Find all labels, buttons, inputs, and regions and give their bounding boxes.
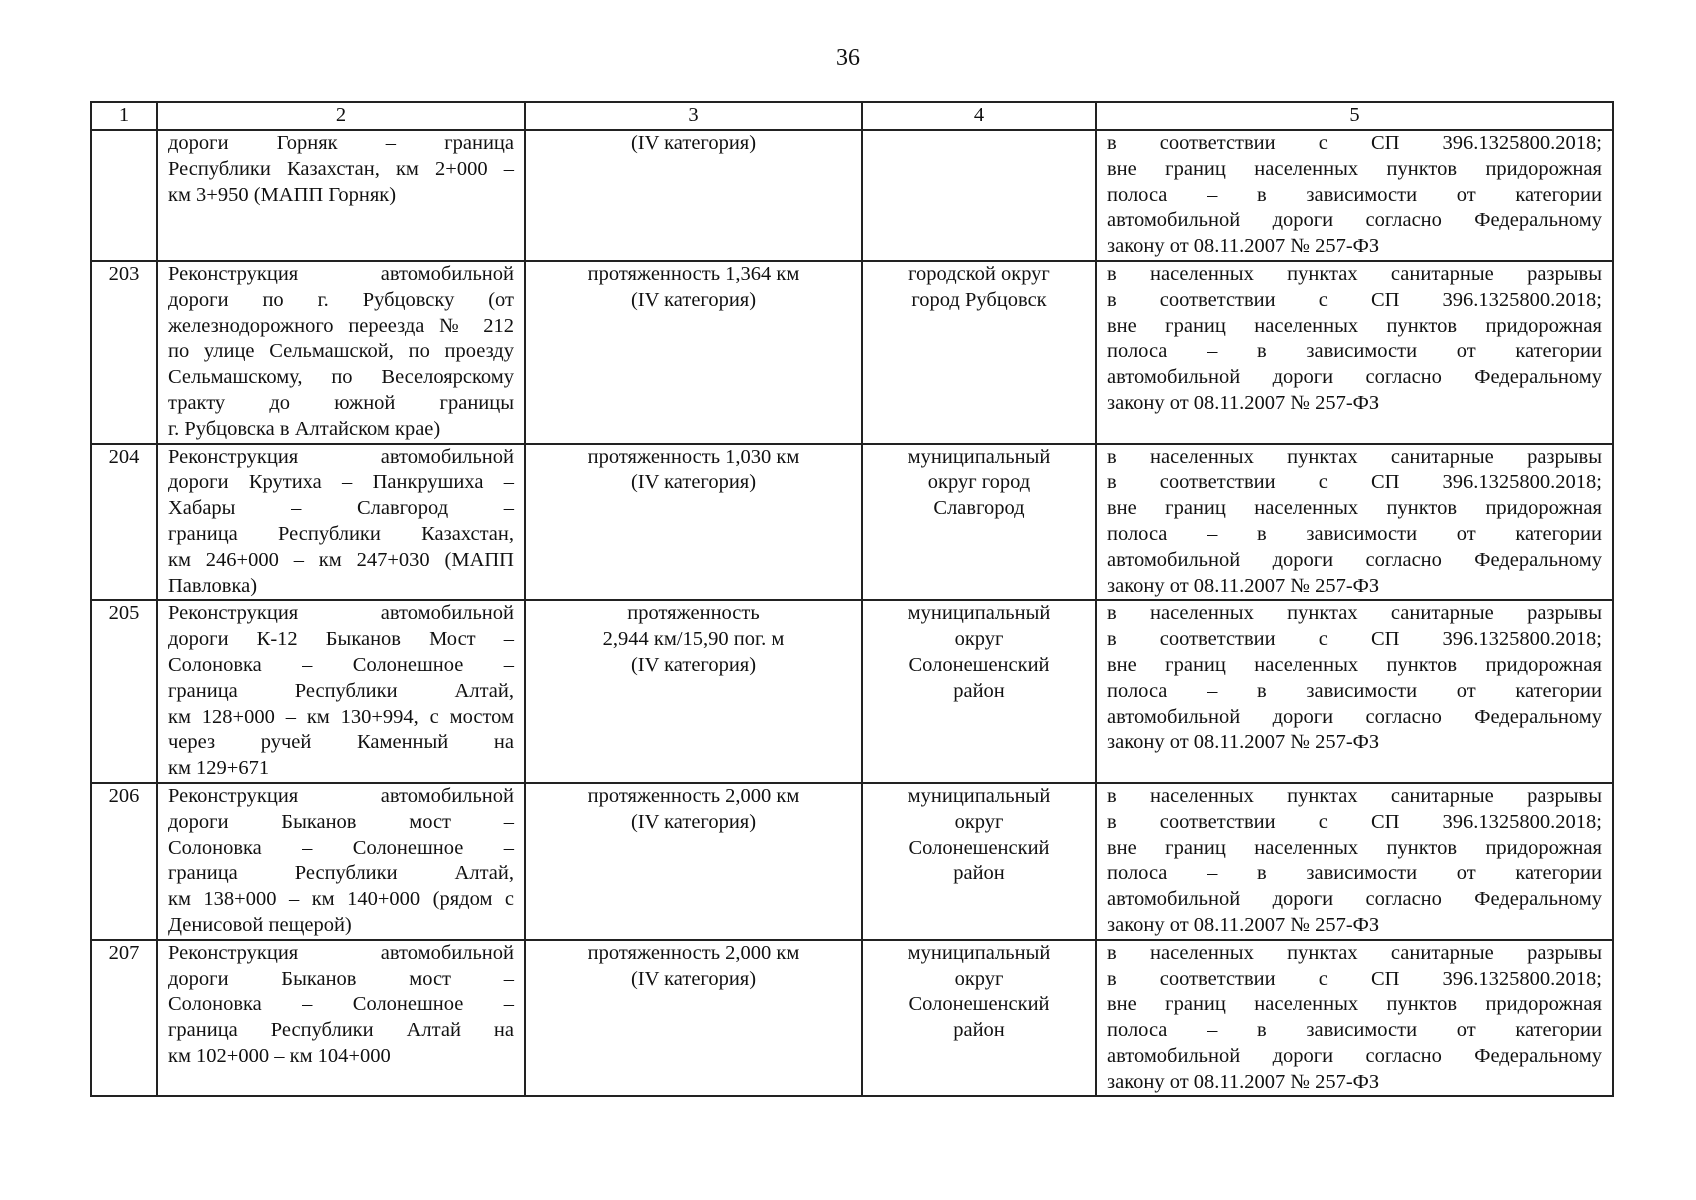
zone-description-cell <box>1096 600 1613 783</box>
name-line: Павловка) <box>168 574 258 597</box>
location-line: муниципальный <box>907 941 1051 964</box>
zone-description-cell <box>1096 783 1613 940</box>
zone-line: полоса – в зависимости от категории <box>1107 183 1602 206</box>
name-line: граница Республики Алтай, <box>168 862 514 885</box>
extent-line: (IV категория) <box>630 288 757 311</box>
zone-line: полоса – в зависимости от категории <box>1107 340 1602 363</box>
location-cell <box>862 261 1096 444</box>
zone-line: автомобильной дороги согласно Федеральному <box>1107 888 1602 911</box>
zone-line: вне границ населенных пунктов придорожная <box>1107 314 1602 337</box>
column-number-header-row <box>91 102 1613 130</box>
location-line: округ <box>954 810 1004 833</box>
name-line: дороги по г. Рубцовску (от <box>168 288 514 311</box>
name-line: Денисовой пещерой) <box>168 913 352 936</box>
row-number-cell: 203 <box>91 261 157 444</box>
table-body <box>91 130 1613 1096</box>
name-line: Реконструкция автомобильной <box>168 941 514 964</box>
extent-line: (IV категория) <box>630 810 757 833</box>
object-name-cell <box>157 261 525 444</box>
zone-line: закону от 08.11.2007 № 257-ФЗ <box>1107 391 1380 414</box>
zone-line: в населенных пунктах санитарные разрывы <box>1107 445 1602 468</box>
name-line: Реконструкция автомобильной <box>168 445 514 468</box>
name-line: Хабары – Славгород – <box>168 497 514 520</box>
extent-category-cell <box>525 783 862 940</box>
zone-line: закону от 08.11.2007 № 257-ФЗ <box>1107 1070 1380 1093</box>
name-line: Солоновка – Солонешное – <box>168 653 514 676</box>
object-name-cell <box>157 130 525 261</box>
zone-line: вне границ населенных пунктов придорожная <box>1107 836 1602 859</box>
extent-line: 2,944 км/15,90 пог. м <box>602 628 785 651</box>
location-line: округ город <box>927 471 1031 494</box>
name-line: км 138+000 – км 140+000 (рядом с <box>168 888 514 911</box>
zone-line: вне границ населенных пунктов придорожная <box>1107 993 1602 1016</box>
location-cell <box>862 783 1096 940</box>
extent-category-cell <box>525 940 862 1097</box>
location-line: район <box>953 1019 1005 1042</box>
zone-line: в соответствии с СП 396.1325800.2018; <box>1107 132 1602 154</box>
zone-line: автомобильной дороги согласно Федеральному <box>1107 705 1602 728</box>
zone-line: полоса – в зависимости от категории <box>1107 862 1602 885</box>
name-line: дороги К-12 Быканов Мост – <box>168 628 514 651</box>
location-cell <box>862 444 1096 601</box>
location-line: городской округ <box>908 262 1050 285</box>
name-line: по улице Сельмашской, по проезду <box>168 340 514 363</box>
location-cell <box>862 940 1096 1097</box>
location-line: муниципальный <box>907 445 1051 468</box>
zone-line: полоса – в зависимости от категории <box>1107 1019 1602 1042</box>
location-line: муниципальный <box>907 602 1051 625</box>
zone-line: закону от 08.11.2007 № 257-ФЗ <box>1107 574 1380 597</box>
name-line: км 246+000 – км 247+030 (МАПП <box>168 548 514 571</box>
zone-line: в населенных пунктах санитарные разрывы <box>1107 602 1602 625</box>
name-line: Реконструкция автомобильной <box>168 784 514 807</box>
object-name-cell <box>157 783 525 940</box>
name-line: дороги Быканов мост – <box>168 810 514 833</box>
table-row <box>91 600 1613 783</box>
page-number: 36 <box>836 45 860 71</box>
object-name-cell <box>157 600 525 783</box>
location-cell <box>862 130 1096 261</box>
row-number-cell: 206 <box>91 783 157 940</box>
location-cell <box>862 600 1096 783</box>
zone-line: вне границ населенных пунктов придорожная <box>1107 157 1602 180</box>
column-header-3: 3 <box>525 102 862 130</box>
table-row <box>91 783 1613 940</box>
name-line: км 128+000 – км 130+994, с мостом <box>168 705 514 728</box>
object-name-cell <box>157 940 525 1097</box>
extent-line: протяженность <box>627 602 760 625</box>
table-row <box>91 940 1613 1097</box>
name-line: Реконструкция автомобильной <box>168 602 514 625</box>
extent-line: протяженность 1,030 км <box>587 445 800 468</box>
extent-line: протяженность 1,364 км <box>587 262 800 285</box>
zone-line: автомобильной дороги согласно Федеральному <box>1107 209 1602 232</box>
extent-line: (IV категория) <box>630 471 757 494</box>
extent-category-cell <box>525 130 862 261</box>
name-line: Солоновка – Солонешное – <box>168 836 514 859</box>
table-row <box>91 444 1613 601</box>
row-number-cell: 204 <box>91 444 157 601</box>
zone-line: в населенных пунктах санитарные разрывы <box>1107 784 1602 807</box>
extent-line: протяженность 2,000 км <box>587 941 800 964</box>
name-line: через ручей Каменный на <box>168 731 514 754</box>
name-line: дороги Быканов мост – <box>168 967 514 990</box>
extent-category-cell <box>525 600 862 783</box>
location-line: Славгород <box>933 497 1025 520</box>
name-line: граница Республики Алтай на <box>168 1019 514 1042</box>
table-row <box>91 261 1613 444</box>
zone-line: в соответствии с СП 396.1325800.2018; <box>1107 288 1602 311</box>
extent-line: протяженность 2,000 км <box>587 784 800 807</box>
zone-line: в соответствии с СП 396.1325800.2018; <box>1107 628 1602 651</box>
column-header-4: 4 <box>862 102 1096 130</box>
zone-line: в населенных пунктах санитарные разрывы <box>1107 262 1602 285</box>
object-name-cell <box>157 444 525 601</box>
zone-description-cell <box>1096 261 1613 444</box>
name-line: г. Рубцовска в Алтайском крае) <box>168 417 441 440</box>
zone-line: автомобильной дороги согласно Федеральному <box>1107 366 1602 389</box>
table-row <box>91 130 1613 261</box>
name-line: граница Республики Алтай, <box>168 679 514 702</box>
location-line: Солонешенский <box>908 836 1050 859</box>
zone-line: полоса – в зависимости от категории <box>1107 522 1602 545</box>
location-line: район <box>953 862 1005 885</box>
name-line: граница Республики Казахстан, <box>168 522 514 545</box>
name-line: км 3+950 (МАПП Горняк) <box>168 183 397 206</box>
name-line: км 129+671 <box>168 757 270 780</box>
zone-description-cell <box>1096 444 1613 601</box>
zone-line: закону от 08.11.2007 № 257-ФЗ <box>1107 235 1380 258</box>
location-line: округ <box>954 628 1004 651</box>
name-line: Республики Казахстан, км 2+000 – <box>168 157 514 180</box>
location-line: округ <box>954 967 1004 990</box>
location-line: город Рубцовск <box>911 288 1047 311</box>
zone-line: закону от 08.11.2007 № 257-ФЗ <box>1107 731 1380 754</box>
extent-line: (IV категория) <box>630 967 757 990</box>
zone-line: закону от 08.11.2007 № 257-ФЗ <box>1107 913 1380 936</box>
name-line: км 102+000 – км 104+000 <box>168 1044 391 1067</box>
column-header-1: 1 <box>91 102 157 130</box>
name-line: дороги Крутиха – Панкрушиха – <box>168 471 514 494</box>
row-number-cell <box>91 130 157 261</box>
name-line: тракту до южной границы <box>168 391 514 414</box>
location-line: Солонешенский <box>908 993 1050 1016</box>
name-line: Солоновка – Солонешное – <box>168 993 514 1016</box>
extent-line: (IV категория) <box>630 653 757 676</box>
name-line: дороги Горняк – граница <box>168 132 514 154</box>
zone-description-cell <box>1096 940 1613 1097</box>
extent-category-cell <box>525 261 862 444</box>
name-line: Реконструкция автомобильной <box>168 262 514 285</box>
row-number-cell: 205 <box>91 600 157 783</box>
zone-line: в соответствии с СП 396.1325800.2018; <box>1107 471 1602 494</box>
location-line: муниципальный <box>907 784 1051 807</box>
extent-category-cell <box>525 444 862 601</box>
zone-line: вне границ населенных пунктов придорожная <box>1107 497 1602 520</box>
location-line: район <box>953 679 1005 702</box>
column-header-2: 2 <box>157 102 525 130</box>
zone-line: вне границ населенных пунктов придорожная <box>1107 653 1602 676</box>
row-number-cell: 207 <box>91 940 157 1097</box>
zone-line: в соответствии с СП 396.1325800.2018; <box>1107 967 1602 990</box>
extent-line: (IV категория) <box>630 132 757 154</box>
zone-line: в населенных пунктах санитарные разрывы <box>1107 941 1602 964</box>
zone-line: в соответствии с СП 396.1325800.2018; <box>1107 810 1602 833</box>
column-header-5: 5 <box>1096 102 1613 130</box>
zone-line: полоса – в зависимости от категории <box>1107 679 1602 702</box>
zone-description-cell <box>1096 130 1613 261</box>
road-objects-table <box>90 101 1614 1097</box>
name-line: железнодорожного переезда № 212 <box>168 314 514 337</box>
zone-line: автомобильной дороги согласно Федеральному <box>1107 548 1602 571</box>
zone-line: автомобильной дороги согласно Федеральному <box>1107 1044 1602 1067</box>
name-line: Сельмашскому, по Веселоярскому <box>168 366 514 389</box>
location-line: Солонешенский <box>908 653 1050 676</box>
